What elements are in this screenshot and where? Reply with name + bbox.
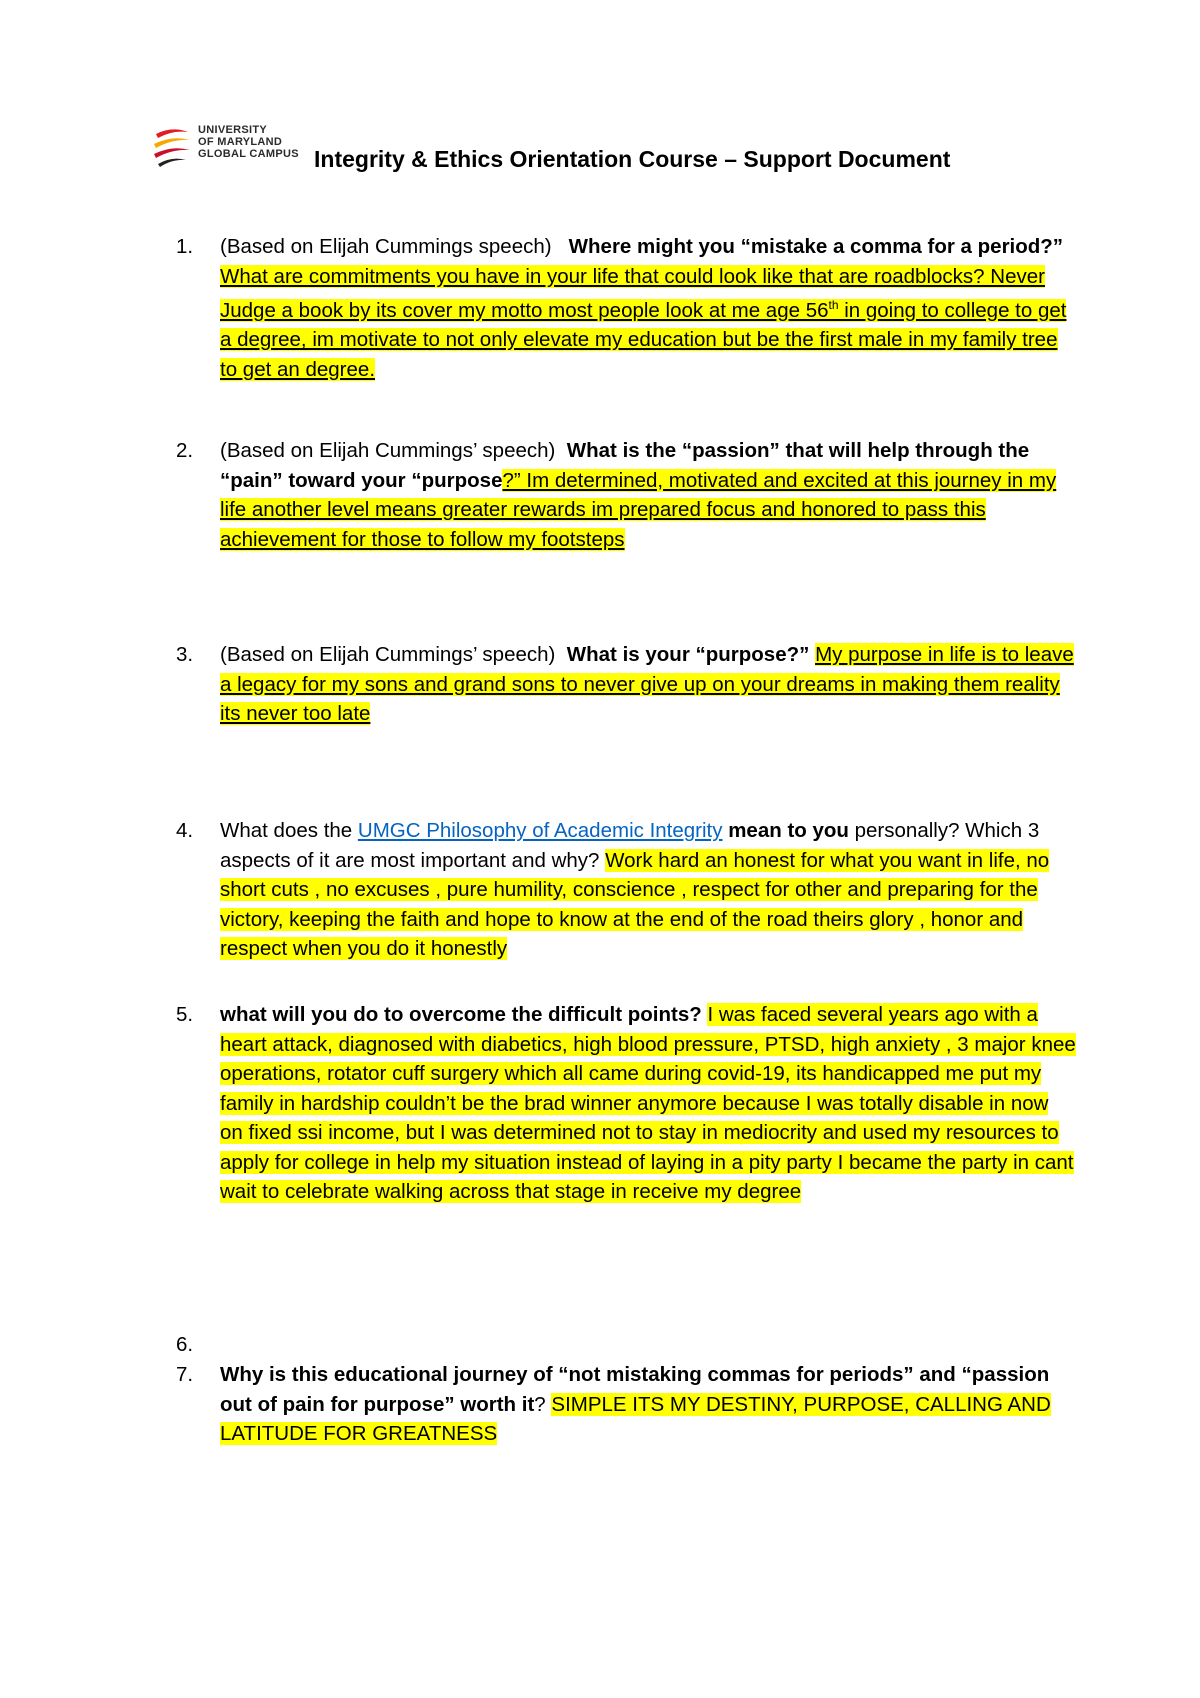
answer-text [220, 265, 1066, 381]
answer-text: My purpose in life is to leave a legacy for my sons and grand sons to never give up on your dreams in making them reality its never too late [220, 643, 1074, 725]
umgc-logo [152, 118, 302, 173]
answer-text: Work hard an honest for what you want in life, no short cuts , no excuses , pure humility, conscience , respect for other and preparing for the victory, keeping the faith and hope to know at the end of the road theirs glory , honor and respect when you do it honestly [220, 848, 1050, 960]
question-text: what will you do to overcome the difficult points? [220, 1003, 702, 1026]
answer-part: What are commitments you have in your life that could look like that are roadblocks? Never Judge a book by its cover my motto most people look at me age 56 [220, 264, 1045, 322]
question-body [220, 816, 1076, 964]
logo-line-2: OF MARYLAND [198, 136, 283, 148]
question-text: Why is this educational journey of “not mistaking commas for periods” and “passion out of pain for purpose” worth it [220, 1363, 1050, 1416]
question-text: Where might you “mistake a comma for a period?” [568, 235, 1064, 258]
question-number: 3. [176, 643, 194, 666]
question-text: What does the [220, 819, 358, 842]
question-text: What is your “purpose?” [566, 643, 810, 666]
question-end: ? [534, 1392, 546, 1416]
question-text: personally? Which 3 aspects of it are most important and why? [220, 819, 1040, 872]
question-body [220, 1360, 1076, 1449]
question-number: 1. [176, 235, 194, 258]
question-body [220, 1000, 1076, 1207]
logo-line-3: GLOBAL CAMPUS [198, 148, 299, 160]
question-body [220, 436, 1076, 554]
document-title: Integrity & Ethics Orientation Course – Support Document [314, 146, 951, 172]
question-number: 5. [176, 1003, 194, 1026]
logo-wordmark [198, 124, 299, 160]
academic-integrity-link[interactable]: UMGC Philosophy of Academic Integrity [357, 819, 723, 842]
question-number: 6. [176, 1333, 194, 1356]
question-number: 2. [176, 439, 194, 462]
answer-text: ?” Im determined, motivated and excited at this journey in my life another level means greater rewards im prepared focus and honored to pass this achievement for those to follow my footsteps [220, 468, 1057, 551]
question-text: What is the “passion” that will help through the “pain” toward your “purpose [220, 439, 1030, 492]
answer-superscript: th [828, 298, 839, 312]
answer-text: SIMPLE ITS MY DESTINY, PURPOSE, CALLING AND LATITUDE FOR GREATNESS [220, 1392, 1051, 1445]
question-body [220, 232, 1076, 384]
question-text-bold: mean to you [722, 819, 849, 842]
question-body [220, 640, 1076, 729]
question-prefix: (Based on Elijah Cummings’ speech) [220, 643, 556, 666]
document-header [152, 118, 1052, 178]
question-prefix: (Based on Elijah Cummings’ speech) [220, 439, 556, 462]
question-prefix: (Based on Elijah Cummings speech) [220, 235, 552, 258]
answer-part: in going to college to get a degree, im motivate to not only elevate my education but be the first male in my family tree to get an degree. [220, 298, 1067, 381]
umgc-swoosh-icon [152, 124, 192, 168]
question-number: 4. [176, 819, 194, 842]
logo-line-1: UNIVERSITY [198, 124, 268, 136]
question-number: 7. [176, 1363, 194, 1386]
answer-text: I was faced several years ago with a heart attack, diagnosed with diabetics, high blood pressure, PTSD, high anxiety , 3 major knee operations, rotator cuff surgery which all came during covid-19, its handicapped me put my family in hardship couldn’t be the brad winner anymore because I was totally disable in now on fixed ssi income, but I was determined not to stay in mediocrity and used my resources to apply for college in help my situation instead of laying in a pity party I became the party in cant wait to celebrate walking across that stage in receive my degree [220, 1003, 1076, 1203]
